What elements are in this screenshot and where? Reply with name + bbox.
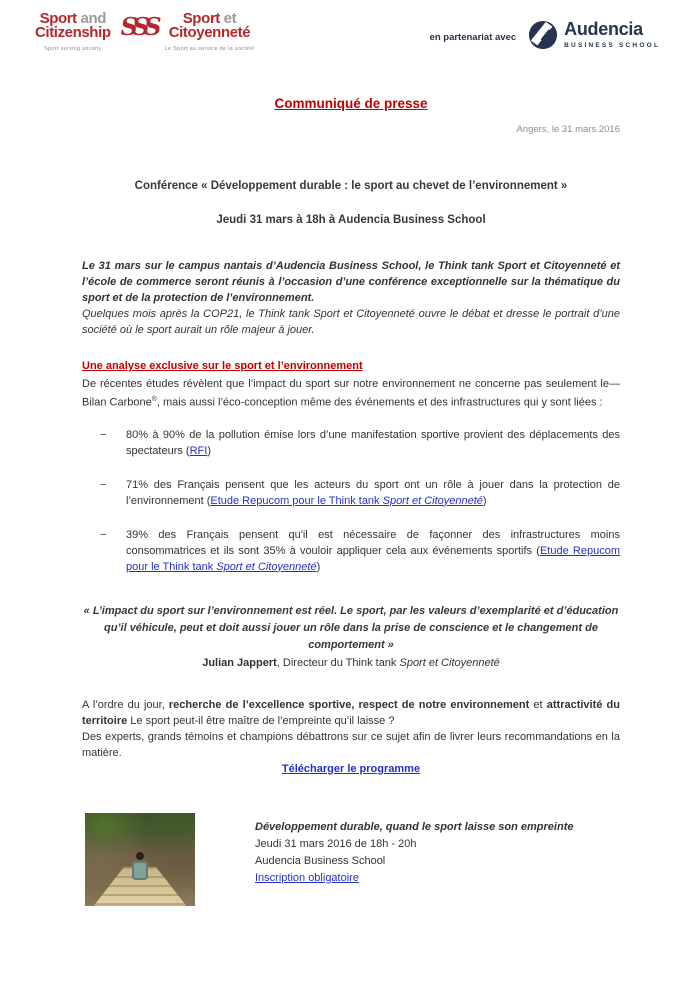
quote-org: Sport et Citoyenneté [399,656,500,669]
event-datetime: Jeudi 31 mars 2016 de 18h - 20h [255,837,417,850]
bullet-item-role-protection: − 71% des Français pensent que les acteurs du sport ont un rôle à jouer dans la protection de l’environnement (Etude Repucom pour le Think tank Sport et Citoyenneté) [100,478,620,507]
registered-mark: ® [151,396,157,403]
partnership-block [430,20,660,55]
audencia-logo [528,20,660,55]
dash-bullet: − [100,428,107,441]
sport-et-citoyennete-logo [165,12,255,56]
logo-word-citizenship: Citizenship [35,24,111,41]
bullet-item-pollution: − 80% à 90% de la pollution émise lors d’une manifestation sportive provient des déplacements des spectateurs (RFI) [100,428,620,457]
analysis-section-heading: Une analyse exclusive sur le sport et l’environnement [82,360,363,372]
logo-word-sport-en: Sport [39,10,77,27]
seated-person [131,852,149,882]
download-program-line [82,761,620,777]
logo-tagline-fr: Le Sport au service de la société [164,46,255,52]
event-title: Développement durable, quand le sport laisse son empreinte [255,820,574,833]
dateline: Angers, le 31 mars 2016 [516,124,620,135]
conference-subtitle: Jeudi 31 mars à 18h à Audencia Business School [216,214,486,226]
audencia-name: Audencia [564,19,643,39]
intro-follow: Quelques mois après la COP21, le Think tank Sport et Citoyenneté ouvre le débat et dresse le portrait d’une société où le sport aurait un rôle majeur à jouer. [82,308,620,336]
quote: « L’impact du sport sur l’environnement est réel. Le sport, par les valeurs d’exemplarité et d’éducation qu’il véhicule, peut et doit aussi jouer un rôle dans la prise de conscience et le changement de comportement » [83,604,619,651]
document-body [82,96,620,777]
audencia-logo-icon [528,20,558,55]
audencia-subtitle: BUSINESS SCHOOL [564,42,660,49]
sport-and-citizenship-logo [35,12,111,56]
repucom-study-link-1[interactable]: Etude Repucom pour le Think tank Sport et Citoyenneté [210,494,483,507]
intro-lead: Le 31 mars sur le campus nantais d’Audencia Business School, le Think tank Sport et Citoyenneté et l’école de commerce seront réunis à l’occasion d’une conférence exceptionnelle sur la thématique du sport et de la protection de l’environnement. [82,260,620,304]
sport-citizenship-logos [35,12,254,56]
sss-logo-icon: SSS [120,12,157,41]
dash-bullet: − [100,528,107,541]
logo-word-citoyennete: Citoyenneté [168,24,251,41]
partnership-label: en partenariat avec [429,31,517,43]
logo-word-sport-fr: Sport [182,10,220,27]
logo-word-et: et [223,10,237,27]
bullet-list [82,427,620,575]
quote-attribution: Julian Jappert, Directeur du Think tank Sport et Citoyenneté [202,656,500,669]
event-info [255,813,573,906]
event-photo [85,813,195,906]
event-location: Audencia Business School [255,854,386,867]
download-program-link[interactable]: Télécharger le programme [281,762,421,775]
logo-tagline-en: Sport serving society [44,46,102,52]
dash-bullet: − [100,478,107,491]
intro-paragraph [82,258,620,338]
bullet-item-infrastructures: − 39% des Français pensent qu'il est nécessaire de façonner des infrastructures moins consommatrices et ils sont 35% à vouloir appliquer cela aux événements sportifs (Etude Repucom pour le Think tank Sport et Citoyenneté) [100,528,620,573]
header [0,0,700,60]
analysis-paragraph: De récentes études révèlent que l’impact du sport sur notre environnement ne concerne pas seulement le—Bilan Carbone®, mais aussi l’éco-conception même des événements et des infrastructures qui y sont liées : [82,378,620,409]
quote-author: Julian Jappert [202,656,277,669]
rfi-link[interactable]: RFI [189,444,208,457]
repucom-study-link-2[interactable]: Etude Repucom pour le Think tank Sport et Citoyenneté [126,544,620,573]
agenda-paragraph: A l’ordre du jour, recherche de l’excellence sportive, respect de notre environnement et attractivité du territoire Le sport peut-il être maître de l’empreinte qu’il laisse ? Des experts, grands témoins et champions débattrons sur ce sujet afin de livrer leurs recommandations en la matière. [82,698,620,759]
logo-word-and: and [80,10,107,27]
conference-title: Conférence « Développement durable : le sport au chevet de l’environnement » [134,180,568,192]
press-release-title: Communiqué de presse [274,96,428,111]
event-card [85,813,700,906]
registration-link[interactable]: Inscription obligatoire [255,871,359,884]
